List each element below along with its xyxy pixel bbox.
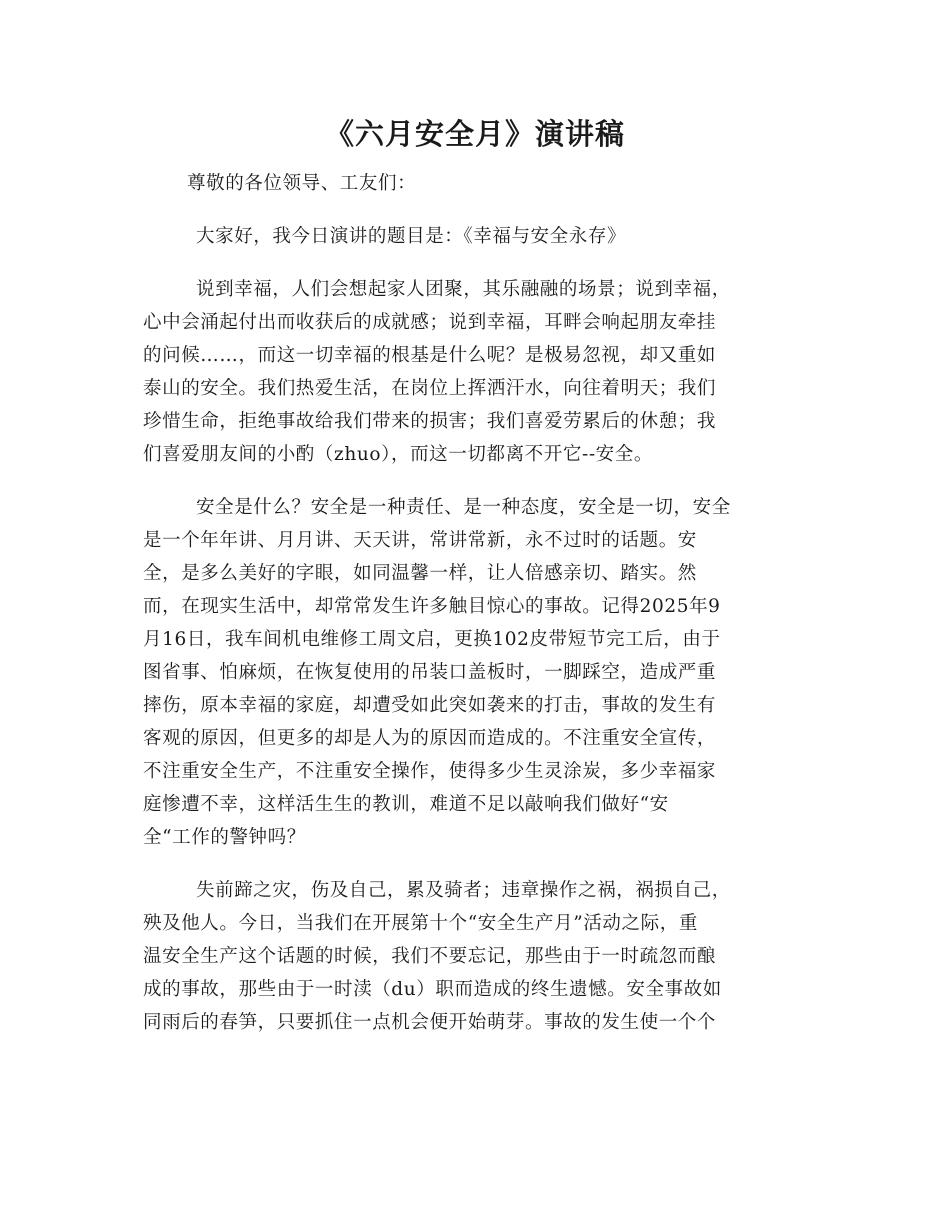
paragraph-line: 珍惜生命，拒绝事故给我们带来的损害；我们喜爱劳累后的休憩；我 xyxy=(143,411,717,432)
paragraph-line: 月16日，我车间机电维修工周文启，更换102皮带短节完工后，由于 xyxy=(143,629,721,650)
paragraph-line: 而，在现实生活中，却常常发生许多触目惊心的事故。记得2025年9 xyxy=(143,596,721,617)
paragraph-line: 同雨后的春笋，只要抓住一点机会便开始萌芽。事故的发生使一个个 xyxy=(143,1012,717,1033)
paragraph-line: 们喜爱朋友间的小酌（zhuo），而这一切都离不开它--安全。 xyxy=(143,444,653,465)
paragraph-line: 温安全生产这个话题的时候，我们不要忘记，那些由于一时疏忽而酿 xyxy=(143,946,717,967)
paragraph-line: 全“工作的警钟吗？ xyxy=(143,827,306,848)
paragraph-line: 殃及他人。今日，当我们在开展第十个“安全生产月”活动之际，重 xyxy=(143,913,698,934)
paragraph-line: 是一个年年讲、月月讲、天天讲，常讲常新，永不过时的话题。安 xyxy=(143,530,697,551)
paragraph-line: 不注重安全生产，不注重安全操作，使得多少生灵涂炭，多少幸福家 xyxy=(143,761,717,782)
paragraph-line: 图省事、怕麻烦，在恢复使用的吊装口盖板时，一脚踩空，造成严重 xyxy=(143,662,717,683)
paragraph-line: 说到幸福，人们会想起家人团聚，其乐融融的场景；说到幸福， xyxy=(196,279,731,300)
paragraph-line: 失前蹄之灾，伤及自己，累及骑者；违章操作之祸，祸损自己， xyxy=(196,880,731,901)
paragraph-line: 摔伤，原本幸福的家庭，却遭受如此突如袭来的打击，事故的发生有 xyxy=(143,695,717,716)
salutation-line: 尊敬的各位领导、工友们： xyxy=(187,173,417,194)
document-title: 《六月安全月》演讲稿 xyxy=(324,117,625,151)
paragraph-line: 泰山的安全。我们热爱生活，在岗位上挥洒汗水，向往着明天；我们 xyxy=(143,378,717,399)
paragraph-line: 客观的原因，但更多的却是人为的原因而造成的。不注重安全宣传， xyxy=(143,728,717,749)
paragraph-line: 成的事故，那些由于一时渎（du）职而造成的终生遗憾。安全事故如 xyxy=(143,979,722,1000)
paragraph-line: 心中会涌起付出而收获后的成就感；说到幸福，耳畔会响起朋友牵挂 xyxy=(143,312,717,333)
paragraph-line: 全，是多么美好的字眼，如同温馨一样，让人倍感亲切、踏实。然 xyxy=(143,563,697,584)
topic-line: 大家好，我今日演讲的题目是：《幸福与安全永存》 xyxy=(196,226,627,247)
paragraph-line: 庭惨遭不幸，这样活生生的教训，难道不足以敲响我们做好“安 xyxy=(143,794,669,815)
paragraph-line: 安全是什么？安全是一种责任、是一种态度，安全是一切，安全 xyxy=(196,497,731,518)
paragraph-line: 的问候……，而这一切幸福的根基是什么呢？是极易忽视，却又重如 xyxy=(143,345,717,366)
